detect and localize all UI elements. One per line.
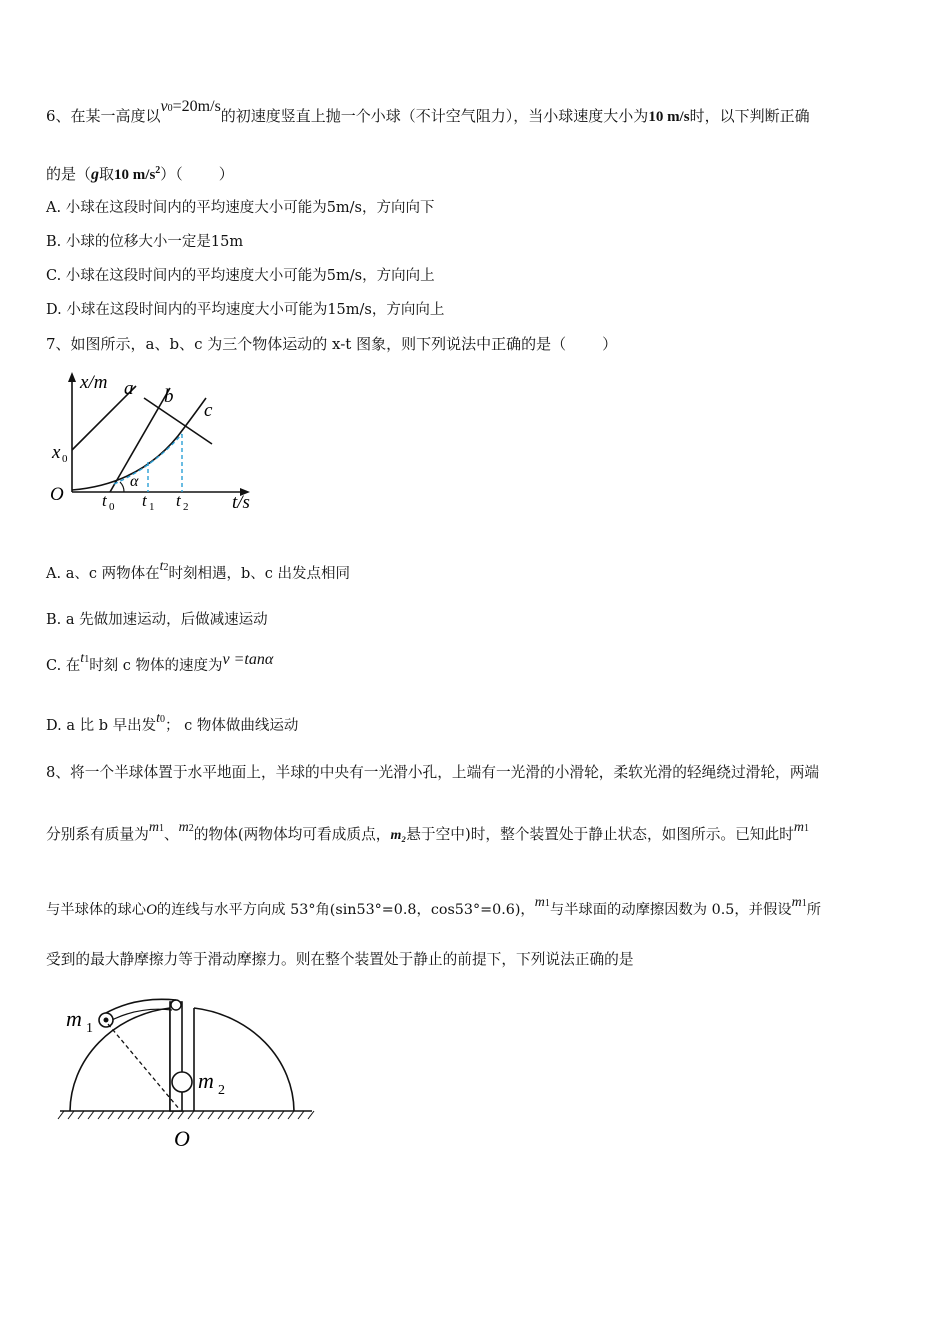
q7-option-a: [46, 559, 350, 586]
q8-hemisphere-figure: [56, 996, 326, 1156]
t1-sub: 1: [149, 501, 155, 513]
q6-option-d: D. 小球在这段时间内的平均速度大小可能为15m/s，方向向上: [46, 302, 445, 318]
q7-xt-graph: [44, 366, 264, 516]
fig-m1-label: m: [66, 1006, 82, 1031]
hemisphere-left: [70, 1008, 170, 1111]
fig-m2-sub: 2: [218, 1083, 225, 1098]
q7-option-c: [46, 651, 274, 678]
curve-c: [72, 398, 206, 490]
q7-option-d: [46, 711, 299, 738]
q7-opt-d-text-2: ； c 物体做曲线运动: [164, 718, 299, 734]
t2-label: t: [176, 491, 181, 510]
q8-line2-text: 分别系有质量为: [46, 826, 149, 843]
q6-stem-text-2: 的初速度竖直上抛一个小球（不计空气阻力），当小球速度大小为: [220, 107, 649, 125]
q8-line3-text-3: 与半球面的动摩擦因数为 0.5，并假设: [549, 902, 792, 918]
v0-symbol: v0: [160, 98, 173, 115]
q6-stem-line2: [46, 164, 234, 187]
curve-b-label: b: [164, 386, 174, 407]
q6-stem-line1: [46, 98, 810, 129]
q7-stem-text: 7、如图所示，a、b、c 为三个物体运动的 x-t 图象，则下列说法中正确的是（: [46, 335, 567, 353]
g-symbol: g: [91, 166, 100, 183]
q6-line2-text-3: ）（: [160, 165, 183, 183]
g-value: 10 m/s: [114, 167, 156, 183]
q8-m1: m1: [148, 820, 164, 835]
q7-stem-end: ）: [602, 335, 618, 353]
q6-stem-text: 6、在某一高度以: [46, 107, 161, 125]
q8-line3: [46, 895, 821, 922]
q8-sep: 、: [163, 826, 179, 843]
q8-m1-d: m1: [791, 895, 807, 910]
q8-line2-text-2: 的物体(两物体均可看成质点，: [193, 826, 391, 843]
q8-line1: 8、将一个半球体置于水平地面上，半球的中央有一光滑小孔，上端有一光滑的小滑轮，柔软光滑的轻绳绕过滑轮，两端: [46, 764, 820, 781]
x0-label: x: [52, 442, 61, 463]
q8-m1-b: m1: [793, 820, 809, 835]
ground-hatch: [58, 1111, 314, 1119]
q7-stem: [46, 334, 617, 354]
hemisphere-right: [194, 1008, 294, 1111]
q6-option-a: A. 小球在这段时间内的平均速度大小可能为5m/s，方向向下: [46, 200, 435, 216]
q8-line3-text-4: 所: [806, 902, 821, 918]
q8-line4: 受到的最大静摩擦力等于滑动摩擦力。则在整个装置处于静止的前提下，下列说法正确的是: [46, 951, 634, 968]
rope-arc: [104, 999, 176, 1014]
q8-O: O: [146, 902, 157, 918]
q7-opt-c-text-2: 时刻 c 物体的速度为: [89, 658, 223, 674]
q7-opt-c-text: C. 在: [46, 658, 81, 674]
t0-sub: 0: [109, 501, 115, 513]
top-pulley: [171, 1000, 181, 1010]
curve-a-label: a: [124, 378, 134, 399]
fig-m2-label: m: [198, 1068, 214, 1093]
t0-label: t: [102, 491, 107, 510]
t1-label: t: [142, 491, 147, 510]
curve-c-label: c: [204, 400, 213, 421]
q6-line2-text: 的是（: [46, 165, 92, 183]
q8-line2: [46, 820, 809, 847]
y-axis-label: x/m: [80, 372, 108, 393]
m2-ball: [172, 1072, 192, 1092]
x-axis-label: t/s: [232, 492, 250, 513]
q6-line2-end: ）: [218, 165, 234, 183]
fig-m1-sub: 1: [86, 1021, 93, 1036]
q6-option-b: B. 小球的位移大小一定是15m: [46, 234, 244, 250]
q6-line2-text-2: 取: [99, 165, 115, 183]
v0-value: =20m/s: [172, 98, 221, 115]
alpha-arc: [120, 482, 124, 492]
q7-opt-a-text-2: 时刻相遇，b、c 出发点相同: [168, 566, 350, 582]
q8-line2-text-3: 悬于空中)时，整个装置处于静止状态，如图所示。已知此时: [406, 826, 794, 843]
q6-option-c: C. 小球在这段时间内的平均速度大小可能为5m/s，方向向上: [46, 268, 435, 284]
q7-opt-d-text: D. a 比 b 早出发: [46, 718, 157, 734]
origin-label: O: [50, 484, 64, 505]
q7-opt-c-t1: t1: [80, 651, 90, 666]
q7-opt-a-text: A. a、c 两物体在: [46, 566, 160, 582]
q8-line3-text-2: 的连线与水平方向成 53°角(sin53°=0.8，cos53°=0.6)，: [156, 902, 535, 918]
q7-opt-a-t2: t2: [159, 559, 169, 574]
q8-m1-c: m1: [534, 895, 550, 910]
alpha-label: α: [130, 473, 139, 490]
q8-line3-text: 与半球体的球心: [46, 902, 147, 918]
q7-opt-d-t0: t0: [156, 711, 165, 726]
x0-sub: 0: [62, 453, 68, 465]
q6-speed: 10 m/s: [648, 109, 690, 125]
q7-option-b: B. a 先做加速运动，后做减速运动: [46, 612, 268, 628]
fig-O-label: O: [174, 1126, 190, 1151]
m1-dot: [104, 1018, 109, 1023]
t2-sub: 2: [183, 501, 189, 513]
y-axis-arrow: [68, 372, 76, 382]
q8-m2-bold: m₂: [390, 828, 407, 843]
g-sup: 2: [155, 165, 161, 176]
pole: [170, 1002, 182, 1111]
q6-stem-text-3: 时，以下判断正确: [689, 107, 810, 125]
q7-opt-c-formula: v =tanα: [222, 651, 274, 668]
q8-m2: m2: [178, 820, 194, 835]
